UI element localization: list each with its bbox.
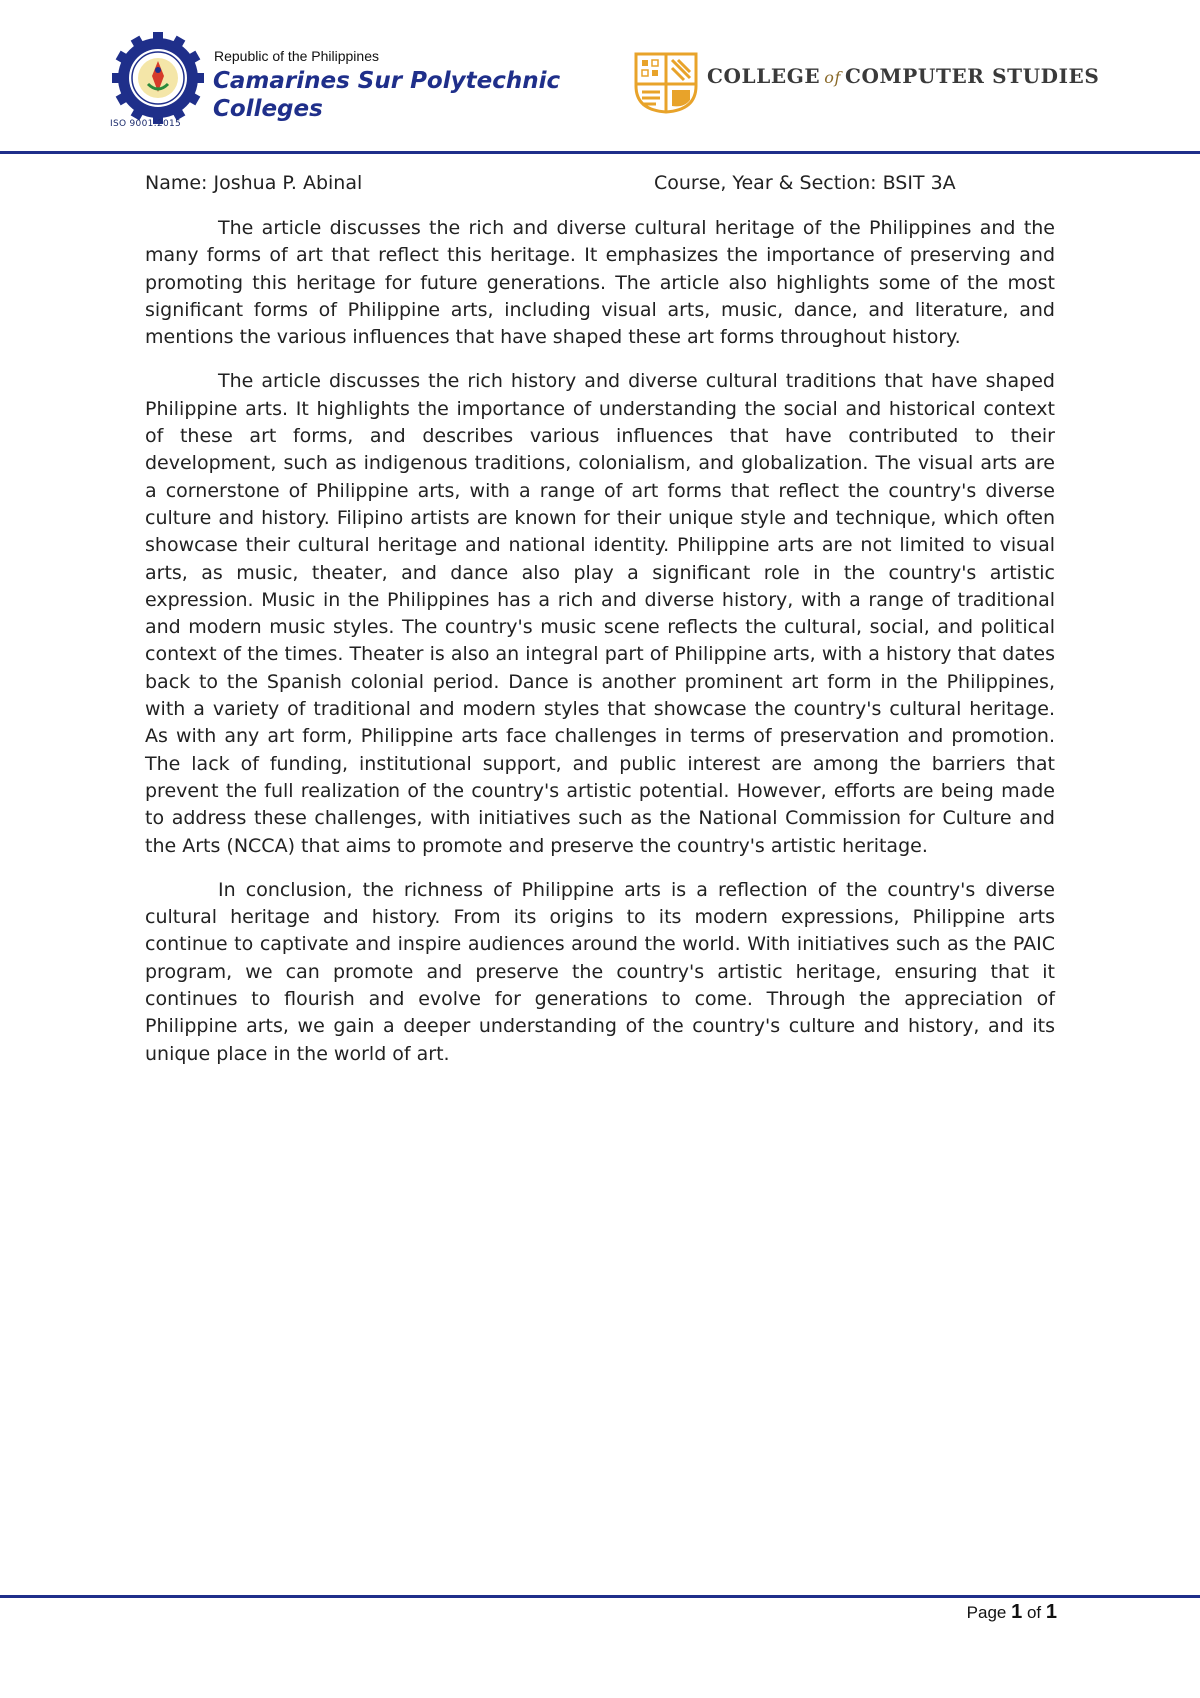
course-year-section: Course, Year & Section: BSIT 3A bbox=[654, 172, 956, 194]
page-current: 1 bbox=[1011, 1601, 1023, 1623]
student-info-row bbox=[145, 172, 1055, 198]
school-name: Camarines Sur Polytechnic Colleges bbox=[213, 68, 561, 122]
page-header bbox=[0, 0, 1200, 160]
student-name: Name: Joshua P. Abinal bbox=[145, 172, 363, 194]
college-name-of: of bbox=[824, 68, 841, 87]
college-name bbox=[707, 64, 1099, 88]
paragraph-2: The article discusses the rich history and diverse cultural traditions that have shaped Philippine arts. It highlights the importance of understanding the social and historical context of these art forms, and describes various influences that have contributed to their development, such as indigenous traditions, colonialism, and globalization. The visual arts are a cornerstone of Philippine arts, with a range of art forms that reflect the country's diverse culture and history. Filipino artists are known for their unique style and technique, which often showcase their cultural heritage and national identity. Philippine arts are not limited to visual arts, as music, theater, and dance also play a significant role in the country's artistic expression. Music in the Philippines has a rich and diverse history, with a range of traditional and modern music styles. The country's music scene reflects the cultural, social, and political context of the times. Theater is also an integral part of Philippine arts, with a history that dates back to the Spanish colonial period. Dance is another prominent art form in the Philippines, with a variety of traditional and modern styles that showcase the country's cultural heritage. As with any art form, Philippine arts face challenges in terms of preservation and promotion. The lack of funding, institutional support, and public interest are among the barriers that prevent the full realization of the country's artistic potential. However, efforts are being made to address these challenges, with initiatives such as the National Commission for Culture and the Arts (NCCA) that aims to promote and preserve the country's artistic heritage. bbox=[145, 370, 1055, 857]
document-body bbox=[145, 172, 1055, 1068]
paragraph-1: The article discusses the rich and diverse cultural heritage of the Philippines and the many forms of art that reflect this heritage. It emphasizes the importance of preserving and promoting this heritage for future generations. The article also highlights some of the most significant forms of Philippine arts, including visual arts, music, dance, and literature, and mentions the various influences that have shaped these art forms throughout history. bbox=[145, 217, 1055, 349]
republic-label: Republic of the Philippines bbox=[214, 48, 379, 64]
of-word: of bbox=[1026, 1603, 1042, 1622]
college-name-post: COMPUTER STUDIES bbox=[845, 64, 1100, 88]
iso-certification: ISO 9001:2015 bbox=[110, 119, 182, 129]
college-name-pre: COLLEGE bbox=[707, 64, 821, 88]
ccs-shield-logo bbox=[634, 52, 698, 114]
cspc-seal-logo bbox=[110, 30, 206, 126]
paragraph-3: In conclusion, the richness of Philippine arts is a reflection of the country's diverse cultural heritage and history. From its origins to its modern expressions, Philippine arts continue to captivate and inspire audiences around the world. With initiatives such as the PAIC program, we can promote and preserve the country's artistic heritage, ensuring that it continues to flourish and evolve for generations to come. Through the appreciation of Philippine arts, we gain a deeper understanding of the country's culture and history, and its unique place in the world of art. bbox=[145, 878, 1055, 1065]
page-number bbox=[967, 1601, 1057, 1624]
header-divider bbox=[0, 151, 1200, 154]
page-total: 1 bbox=[1045, 1601, 1057, 1623]
school-block bbox=[213, 48, 593, 123]
page-word: Page bbox=[966, 1603, 1007, 1622]
footer-divider bbox=[0, 1595, 1200, 1598]
